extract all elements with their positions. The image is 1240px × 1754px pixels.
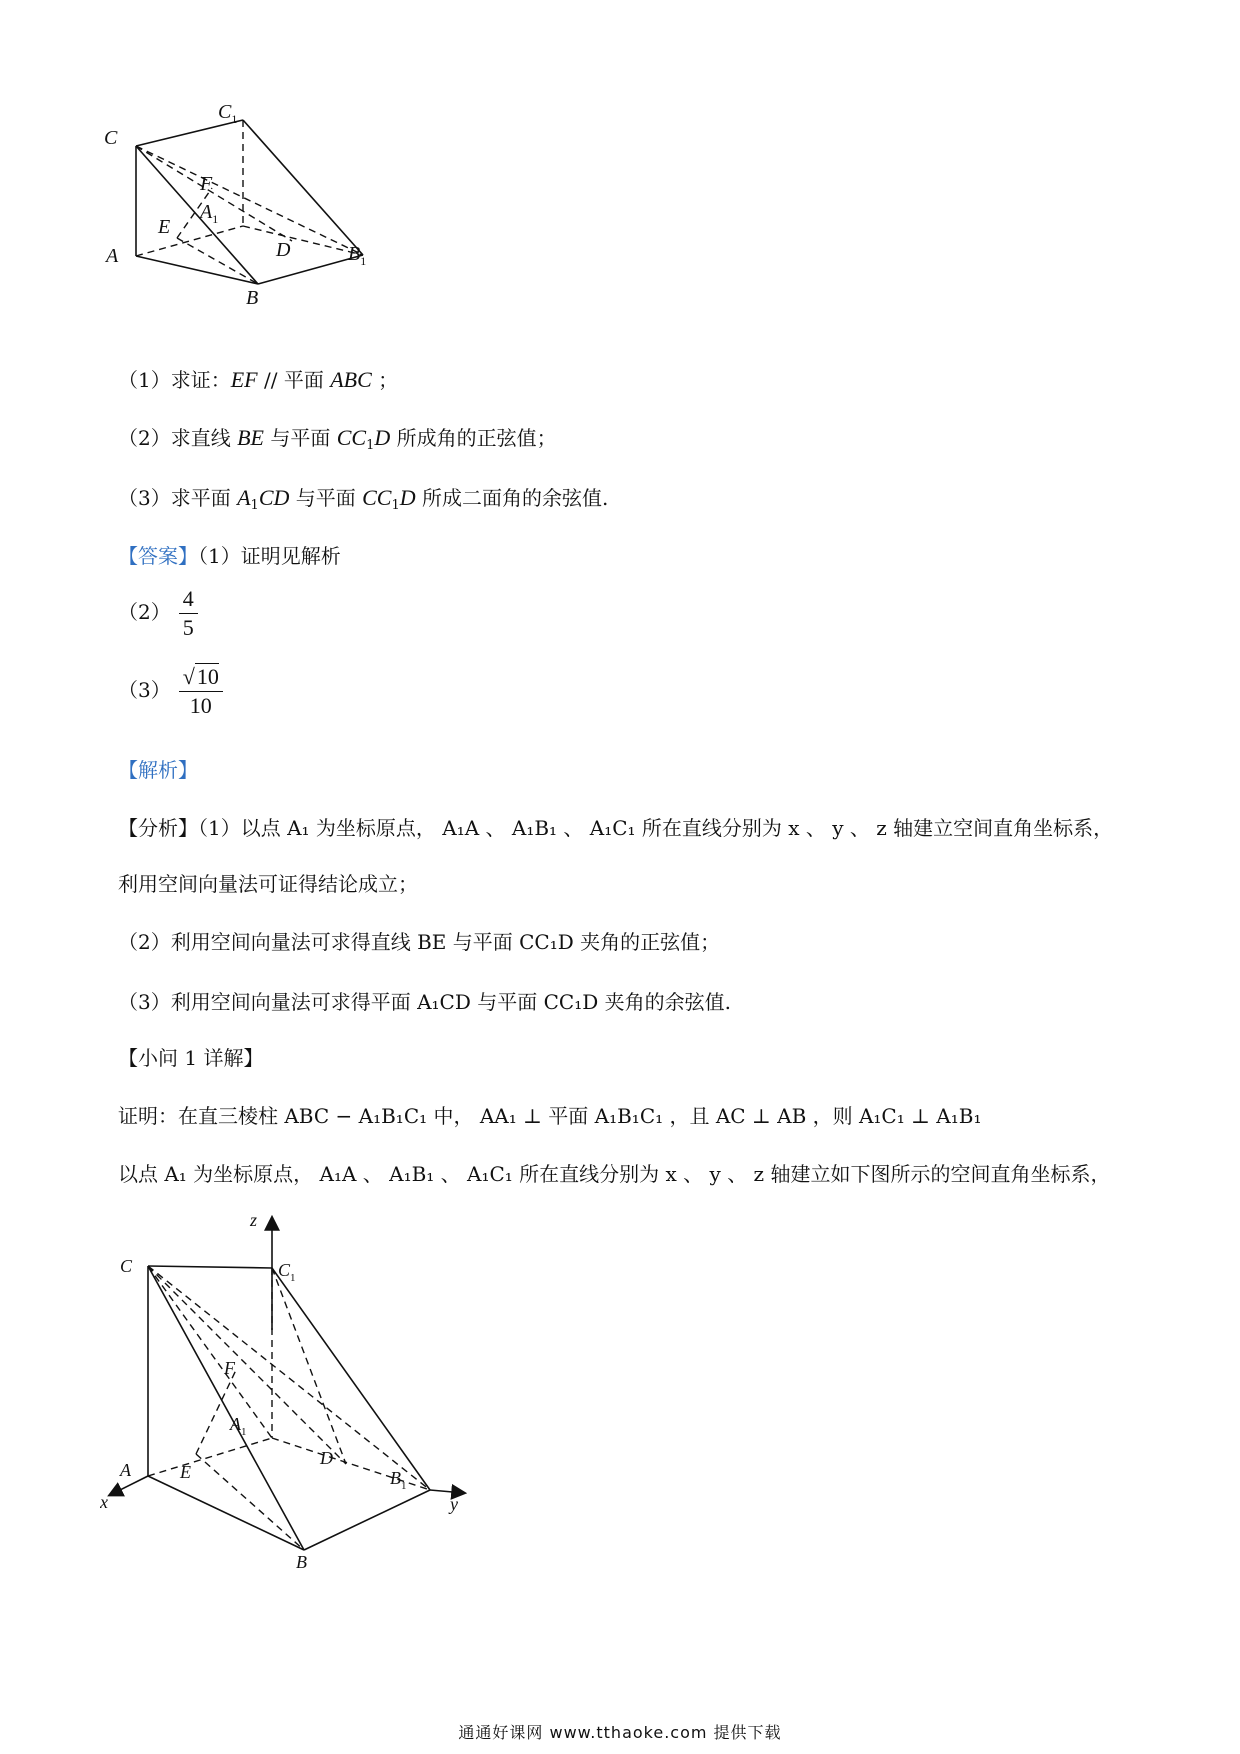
svg-text:C1: [218, 101, 237, 126]
analysis-p3: （3）利用空间向量法可求得平面 A₁CD 与平面 CC₁D 夹角的余弦值.: [118, 990, 731, 1014]
question-1: （1）求证：EF // 平面 ABC ；: [118, 367, 399, 392]
label-B1: B: [348, 243, 361, 265]
label-E: E: [158, 216, 171, 238]
detail-proof: 证明：在直三棱柱 ABC − A₁B₁C₁ 中， AA₁ ⊥ 平面 A₁B₁C₁ ，且 AC ⊥ AB ，则 A₁C₁ ⊥ A₁B₁: [118, 1104, 982, 1128]
label2-F: F: [224, 1358, 235, 1378]
question-2: （2）求直线 BE 与平面 $CC_1D$ 所成角的正弦值；: [118, 425, 557, 453]
svg-text:A1: [229, 1414, 247, 1438]
label-A1-sub: 1: [212, 212, 219, 226]
label-B1-sub: 1: [360, 254, 367, 268]
axis-z-label: z: [250, 1210, 258, 1230]
axis-y-label: y: [450, 1494, 458, 1514]
label2-A1-sub: 1: [241, 1426, 247, 1438]
answer-3-denominator: 10: [189, 693, 212, 718]
analysis-p1b: 利用空间向量法可证得结论成立；: [118, 872, 418, 896]
prism-figure: [100, 100, 440, 340]
label2-C1: C: [278, 1260, 291, 1280]
label2-C: C: [120, 1256, 133, 1276]
answer-2-denominator: 5: [182, 615, 194, 640]
axis-x-label: x: [100, 1492, 108, 1512]
label2-D: D: [320, 1448, 333, 1468]
detail-setup: 以点 A₁ 为坐标原点， A₁A 、 A₁B₁ 、 A₁C₁ 所在直线分别为 x 、 y 、 z 轴建立如下图所示的空间直角坐标系，: [118, 1162, 1111, 1186]
answer-part-2: （2） $\frac{4}{5}$: [118, 582, 198, 642]
answer-2-numerator: 4: [179, 585, 198, 614]
detail-tag: 【小问 1 详解】: [118, 1046, 264, 1070]
question-3: （3）求平面 $A_1CD$ 与平面 $CC_1D$ 所成二面角的余弦值.: [118, 485, 609, 513]
analysis-p2: （2）利用空间向量法可求得直线 BE 与平面 CC₁D 夹角的正弦值；: [118, 930, 721, 954]
answer-line: [118, 542, 341, 570]
coordinate-figure: [100, 1210, 500, 1570]
label2-E: E: [180, 1462, 191, 1482]
label2-B1-sub: 1: [401, 1480, 407, 1492]
label-A: A: [106, 245, 119, 267]
analysis-p1: 【分析】（1）以点 A₁ 为坐标原点， A₁A 、 A₁B₁ 、 A₁C₁ 所在直线分别为 x 、 y 、 z 轴建立空间直角坐标系，: [118, 816, 1114, 840]
label-F: F: [200, 173, 213, 195]
label2-C1-sub: 1: [290, 1272, 296, 1284]
label2-B1: B: [390, 1468, 401, 1488]
label2-B: B: [296, 1552, 307, 1570]
answer-part-3: （3） $\frac{√10}{10}$: [118, 660, 223, 720]
label-C1: C: [218, 101, 232, 123]
svg-text:B1: [390, 1468, 407, 1492]
footer-text: 通通好课网 www.tthaoke.com 提供下载: [458, 1723, 782, 1742]
svg-text:A1: [198, 201, 218, 226]
label2-A: A: [120, 1460, 131, 1480]
label2-A1: A: [230, 1414, 241, 1434]
analysis-tag: 【解析】: [118, 758, 198, 782]
answer-3-numerator: 10: [196, 664, 219, 689]
answer-tag: 【答案】: [118, 544, 198, 568]
answer-part-1: （1）证明见解析: [198, 544, 341, 568]
label-C: C: [104, 127, 118, 149]
label-B: B: [246, 287, 259, 309]
svg-text:B1: [348, 243, 366, 268]
label-D: D: [276, 239, 291, 261]
label-C1-sub: 1: [231, 112, 238, 126]
label-A1: A: [200, 201, 213, 223]
